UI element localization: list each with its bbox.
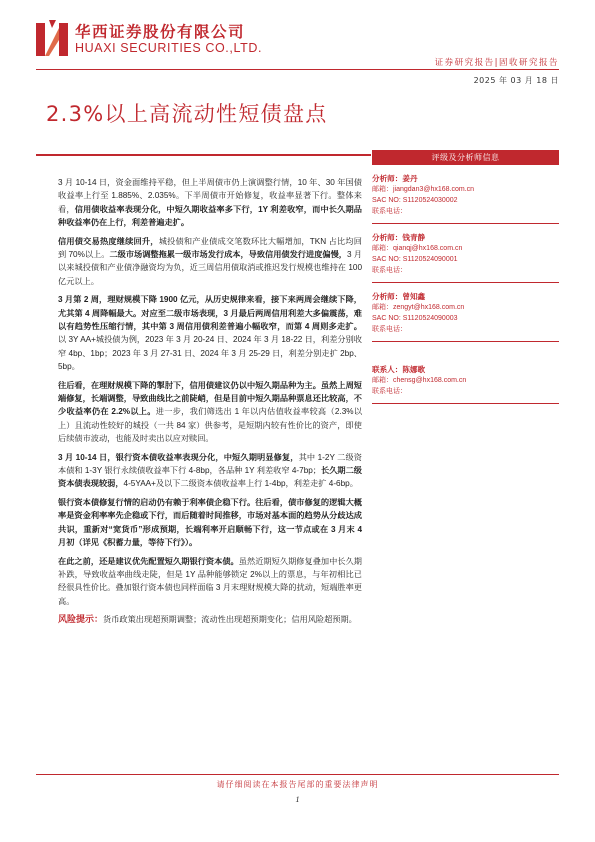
report-type: 证券研究报告|固收研究报告	[434, 58, 559, 68]
contact-name: 联系人：陈娜歌	[372, 365, 426, 374]
analyst-sidebar	[372, 150, 559, 404]
analyst-email: 邮箱：jiangdan3@hx168.com.cn	[372, 186, 475, 193]
contact-email: 邮箱：chensg@hx168.com.cn	[372, 377, 467, 384]
paragraph-5: 3 月 10-14 日，银行资本债收益率表现分化，中短久期明显修复，其中 1-2Y 二级资本债和 1-3Y 银行永续债收益率下行 4-8bp，各品种 1Y 利差收窄 4-7bp；长久期二级资本债表现较弱，4-5YAA+及以下二级资本债收益率上行 1-4bp，利差走扩 4-6bp。	[58, 452, 362, 489]
title-divider	[36, 154, 371, 156]
analyst-name: 分析师：曾知鑫	[372, 292, 426, 301]
contact-card	[372, 364, 559, 404]
main-content	[58, 176, 362, 627]
company-name-en: HUAXI SECURITIES CO.,LTD.	[75, 41, 263, 55]
analyst-email: 邮箱：zengyt@hx168.com.cn	[372, 304, 465, 311]
paragraph-7: 在此之前，还是建议优先配置短久期银行资本债。虽然近期短久期修复叠加中长久期补跌，导致收益率曲线走陡，但是 1Y 品种能够锁定 2%以上的票息，与年初相比已经很具性价比。叠加银行资本债也同样面临 3 月末理财规模大降的扰动，短端胜率更高。	[58, 556, 362, 606]
analyst-sac: SAC NO: S1120524030002	[372, 197, 458, 204]
analyst-divider	[372, 341, 559, 342]
paragraph-6: 银行资本债修复行情的启动仍有赖于利率债企稳下行。往后看，债市修复的逻辑大概率是资金利率率先企稳或下行，而后随着时间推移，市场对基本面的趋势从分歧达成共识，重新对“宽货币”形成预期，长端利率开启顺畅下行，这一节点或在 3 月末 4 月初（详见《积蓄力量，等待下行》）。	[58, 498, 362, 547]
contact-phone: 联系电话：	[372, 388, 407, 395]
report-date: 2025 年 03 月 18 日	[473, 76, 559, 85]
paragraph-1: 3 月 10-14 日，资金面维持平稳，但上半周债市仍上演调整行情，10 年、30 年国债收益率上行至 1.885%、2.035%。下半周债市开始修复，收益率显著下行。整体来看，信用债收益率表现分化，中短久期收益率多下行，1Y 利差收窄，而中长久期品种收益率仍在上行，利差普遍走扩。	[58, 178, 362, 227]
analyst-sac: SAC NO: S1120524090001	[372, 256, 458, 263]
risk-label: 风险提示：	[58, 614, 104, 625]
company-name-cn: 华西证券股份有限公司	[75, 23, 246, 41]
analyst-divider	[372, 282, 559, 283]
huaxi-logo-icon	[36, 20, 68, 56]
page-number: 1	[295, 795, 300, 804]
analyst-divider	[372, 223, 559, 224]
risk-warning	[58, 613, 362, 626]
analyst-card	[372, 291, 559, 342]
analyst-name: 分析师：钱青静	[372, 233, 426, 242]
legal-notice: 请仔细阅读在本报告尾部的重要法律声明	[216, 780, 379, 789]
sidebar-header: 评级及分析师信息	[372, 150, 559, 165]
analyst-phone: 联系电话：	[372, 267, 407, 274]
paragraph-2: 信用债交易热度继续回升，城投债和产业债成交笔数环比大幅增加，TKN 占比均回到 70%以上。二级市场调整拖累一级市场发行成本，导致信用债发行进度偏慢，3 月以来城投债和产业债净融资均为负，近三周信用债取消或推迟发行规模也维持在 100 亿元以上。	[58, 236, 362, 286]
risk-text: 货币政策出现超预期调整；流动性出现超预期变化；信用风险超预期。	[103, 615, 357, 625]
contact-divider	[372, 403, 559, 404]
analyst-sac: SAC NO: S1120524090003	[372, 315, 458, 322]
footer-divider	[36, 774, 559, 775]
analyst-name: 分析师：姜丹	[372, 174, 418, 183]
analyst-phone: 联系电话：	[372, 326, 407, 333]
analyst-phone: 联系电话：	[372, 208, 407, 215]
paragraph-4: 往后看，在理财规模下降的掣肘下，信用债建议仍以中短久期品种为主。虽然上周短端修复，长端调整，导致曲线比之前陡峭，但是目前中短久期品种票息还比较高，不少收益率仍在 2.2%以上。进一步，我们筛选出 1 年以内估值收益率较高（2.3%以上）且流动性较好的城投（一共 84 家）供参考，是短期内较有性价比的资产，即使后续债市波动，也能及时卖出以应对赎回。	[58, 380, 363, 443]
analyst-card	[372, 173, 559, 224]
paragraph-3: 3 月第 2 周，理财规模下降 1900 亿元，从历史规律来看，接下来两周会继续下降，尤其第 4 周降幅最大。对应至二级市场表现，3 月最后两周信用利差大多偏震荡，难以有趋势性压缩行情，其中第 3 周信用债利差普遍小幅收窄，而第 4 周则多走扩。以 3Y AA+城投债为例，2023 年 3 月 20-24 日、2024 年 3 月 18-22 日，利差分别收窄 4bp、1bp；2023 年 3 月 27-31 日、2024 年 3 月 25-29 日，利差分别走扩 2bp、5bp。	[58, 295, 362, 371]
header-divider	[36, 69, 559, 70]
analyst-card	[372, 232, 559, 283]
analyst-email: 邮箱：qianqj@hx168.com.cn	[372, 245, 463, 252]
report-title: 2.3%以上高流动性短债盘点	[46, 102, 328, 126]
